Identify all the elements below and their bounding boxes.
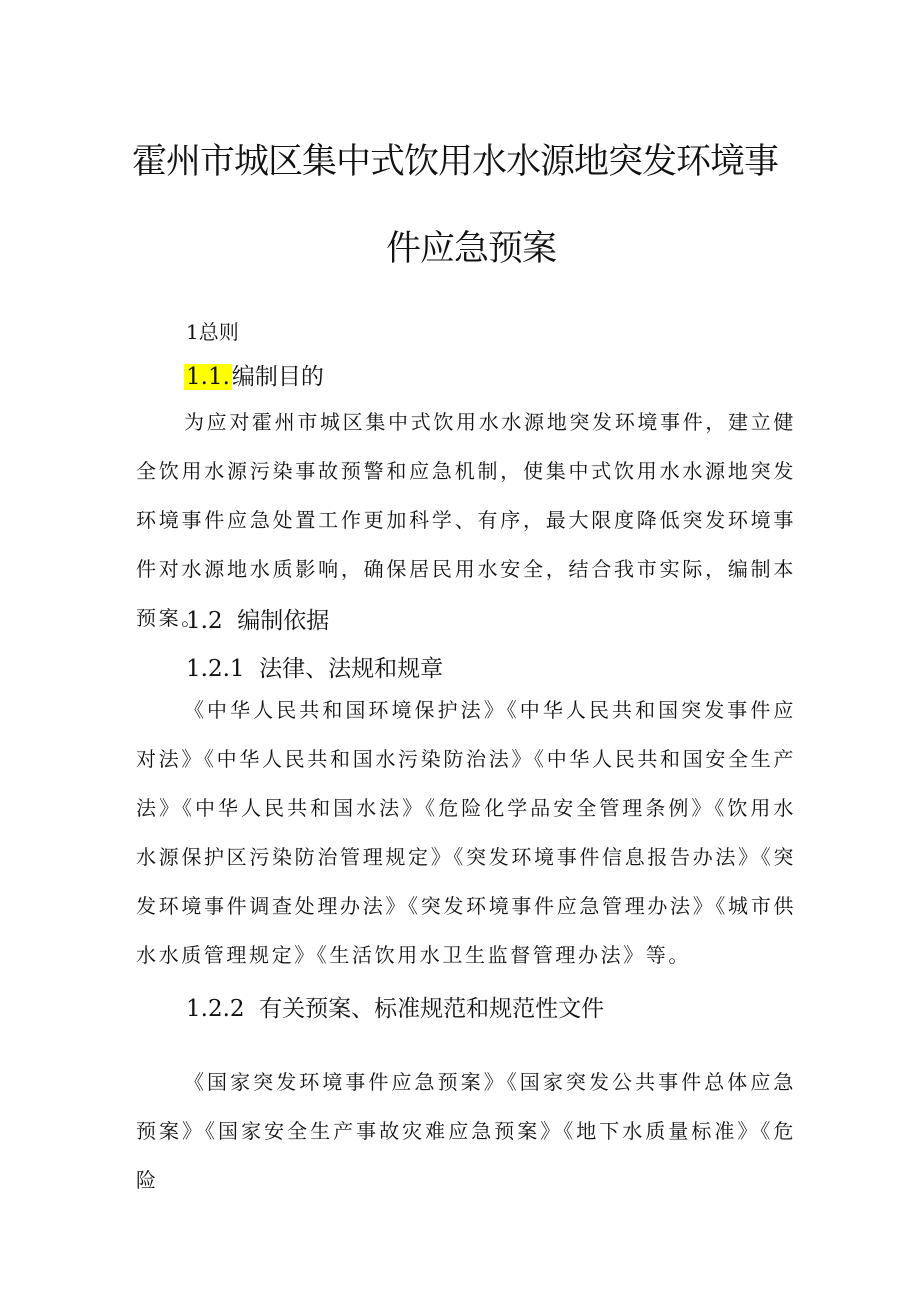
section-heading-1-1 bbox=[184, 358, 324, 391]
paragraph-laws: 《中华人民共和国环境保护法》《中华人民共和国突发事件应对法》《中华人民共和国水污染防治法》《中华人民共和国安全生产法》《中华人民共和国水法》《危险化学品安全管理条例》《饮用水水源保护区污染防治管理规定》《突发环境事件信息报告办法》《突发环境事件调查处理办法》《突发环境事件应急管理办法》《城市供水水质管理规定》《生活饮用水卫生监督管理办法》等。 bbox=[136, 698, 796, 967]
section-heading-1-2: 1.2 编制依据 bbox=[186, 608, 330, 634]
section-heading-1-2-2: 1.2.2 有关预案、标准规范和规范性文件 bbox=[186, 996, 605, 1022]
document-title-line-2: 件应急预案 bbox=[386, 229, 557, 269]
section-heading-1-2-1: 1.2.1 法律、法规和规章 bbox=[186, 656, 444, 682]
document-title-line-1: 霍州市城区集中式饮用水水源地突发环境事 bbox=[132, 142, 779, 182]
paragraph-purpose: 为应对霍州市城区集中式饮用水水源地突发环境事件，建立健全饮用水源污染事故预警和应急机制，使集中式饮用水水源地突发环境事件应急处置工作更加科学、有序，最大限度降低突发环境事件对水源地水质影响，确保居民用水安全，结合我市实际，编制本预案。 bbox=[136, 410, 796, 630]
highlighted-section-number: 1.1. bbox=[186, 364, 230, 390]
chapter-heading: 1总则 bbox=[186, 320, 239, 344]
section-heading-1-1-title: 编制目的 bbox=[231, 364, 324, 390]
paragraph-plans-standards: 《国家突发环境事件应急预案》《国家突发公共事件总体应急预案》《国家安全生产事故灾难应急预案》《地下水质量标准》《危险 bbox=[136, 1070, 796, 1192]
